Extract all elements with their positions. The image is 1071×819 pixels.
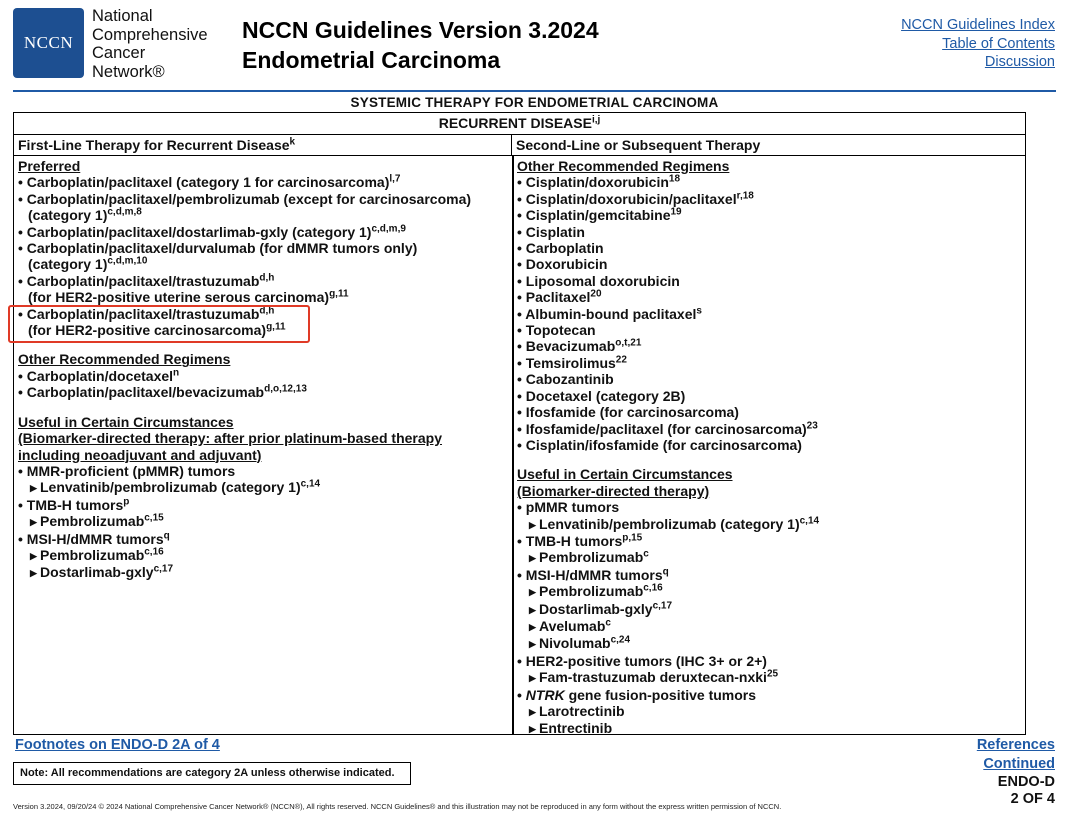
list-item-text: Avelumab bbox=[539, 617, 606, 634]
page-code: ENDO-D bbox=[997, 774, 1055, 790]
footnote-ref: 18 bbox=[668, 173, 681, 185]
footnote-ref: g,11 bbox=[329, 288, 349, 300]
category-note: Note: All recommendations are category 2A unless otherwise indicated. bbox=[13, 762, 411, 785]
footnote-ref: c,16 bbox=[144, 546, 164, 558]
footnote-ref: c bbox=[643, 548, 649, 560]
list-item bbox=[517, 273, 1022, 289]
list-item-text: • Ifosfamide (for carcinosarcoma) bbox=[517, 404, 739, 421]
list-item-text: Larotrectinib bbox=[539, 703, 625, 719]
list-item-text: • Carboplatin/docetaxel bbox=[18, 367, 174, 384]
list-item bbox=[18, 479, 508, 496]
gene-name: NTRK bbox=[525, 686, 565, 703]
list-item bbox=[517, 191, 1022, 207]
footnote-ref: c,17 bbox=[153, 563, 174, 575]
org-name bbox=[92, 7, 208, 81]
list-item bbox=[517, 499, 1022, 515]
list-item bbox=[18, 531, 508, 547]
footnote-ref: p bbox=[123, 496, 130, 508]
page-identifier bbox=[998, 774, 1055, 808]
triangle-bullet-icon: ▶ bbox=[529, 673, 536, 684]
subsection-heading: (Biomarker-directed therapy: after prior platinum-based therapy bbox=[18, 430, 442, 447]
list-item-text: Entrectinib bbox=[539, 720, 613, 737]
footnote-ref: c,d,m,9 bbox=[371, 222, 406, 234]
list-item bbox=[18, 368, 508, 384]
list-item-text: • Carboplatin/paclitaxel/bevacizumab bbox=[18, 384, 265, 401]
header-divider bbox=[13, 90, 1056, 92]
discussion-link[interactable]: Discussion bbox=[984, 54, 1055, 70]
highlight-box bbox=[8, 305, 310, 343]
list-item bbox=[517, 256, 1022, 272]
list-item-text: • NTRK gene fusion-positive tumors bbox=[517, 686, 757, 703]
list-item-text: • Liposomal doxorubicin bbox=[517, 272, 680, 289]
list-item bbox=[517, 404, 1022, 420]
list-item bbox=[517, 567, 1022, 583]
second-line-column bbox=[517, 158, 1022, 738]
list-item-text: Pembrolizumab bbox=[539, 549, 644, 566]
footnotes-link[interactable]: Footnotes on ENDO-D 2A of 4 bbox=[15, 737, 220, 753]
list-item bbox=[517, 207, 1022, 223]
list-item-text: (category 1) bbox=[28, 207, 108, 224]
list-item bbox=[517, 720, 1022, 737]
list-item-text: • Carboplatin/paclitaxel (category 1 for carcinosarcoma) bbox=[18, 174, 390, 191]
list-item-text: • MSI-H/dMMR tumors bbox=[517, 566, 663, 583]
footnote-ref: q bbox=[163, 529, 170, 541]
footnote-ref: 20 bbox=[590, 288, 602, 300]
list-item-text: • Albumin-bound paclitaxel bbox=[517, 305, 697, 322]
footnote-ref: g,11 bbox=[266, 321, 286, 333]
list-item bbox=[517, 516, 1022, 533]
subsection-heading: Useful in Certain Circumstances bbox=[18, 413, 234, 430]
list-item-text: (for HER2-positive uterine serous carcinoma) bbox=[28, 289, 330, 306]
footnote-ref: l,7 bbox=[389, 173, 401, 185]
list-item bbox=[517, 322, 1022, 338]
list-item bbox=[517, 174, 1022, 190]
triangle-bullet-icon: ▶ bbox=[529, 587, 536, 598]
list-item bbox=[517, 289, 1022, 305]
list-item bbox=[517, 240, 1022, 256]
list-item-text: • Cisplatin/doxorubicin bbox=[517, 174, 669, 191]
footnote-ref: q bbox=[662, 566, 669, 578]
list-item-text: • Docetaxel (category 2B) bbox=[517, 387, 686, 404]
right-column-header: Second-Line or Subsequent Therapy bbox=[516, 137, 761, 153]
list-item bbox=[18, 289, 508, 305]
list-item-text: • Temsirolimus bbox=[517, 354, 616, 371]
table-of-contents-link[interactable]: Table of Contents bbox=[942, 35, 1055, 52]
list-item-text: • Bevacizumab bbox=[517, 338, 616, 355]
triangle-bullet-icon: ▶ bbox=[30, 483, 37, 494]
list-item-text: • Doxorubicin bbox=[517, 256, 608, 273]
triangle-bullet-icon: ▶ bbox=[529, 553, 536, 564]
footnote-ref: 19 bbox=[670, 206, 682, 218]
triangle-bullet-icon: ▶ bbox=[529, 724, 536, 735]
footnote-ref: c,14 bbox=[300, 478, 321, 490]
footnote-ref: i,j bbox=[591, 114, 601, 126]
list-item bbox=[18, 384, 508, 400]
list-item-text: • Topotecan bbox=[517, 322, 596, 339]
list-item bbox=[517, 687, 1022, 703]
list-item-text: • Cabozantinib bbox=[517, 371, 614, 388]
footnote-ref: 23 bbox=[806, 419, 818, 431]
list-item bbox=[517, 601, 1022, 618]
list-item-text: Pembrolizumab bbox=[40, 513, 145, 530]
footnote-ref: c,17 bbox=[652, 599, 673, 611]
subsection-heading: Preferred bbox=[18, 158, 81, 174]
list-item-text: Lenvatinib/pembrolizumab (category 1) bbox=[40, 479, 301, 496]
column-divider bbox=[512, 156, 514, 734]
footnote-ref: d,h bbox=[259, 272, 275, 284]
footnote-ref: p,15 bbox=[622, 532, 643, 544]
list-item-text: • Cisplatin/doxorubicin/paclitaxel bbox=[517, 190, 737, 207]
list-item bbox=[18, 564, 508, 581]
continued-link[interactable]: Continued bbox=[983, 756, 1055, 772]
logo-text: NCCN bbox=[23, 33, 74, 52]
left-header-text: First-Line Therapy for Recurrent Disease bbox=[18, 137, 290, 153]
footnote-ref: 22 bbox=[615, 354, 627, 366]
list-item bbox=[18, 497, 508, 513]
therapy-table bbox=[13, 112, 1026, 735]
org-line: National bbox=[92, 7, 153, 25]
list-item bbox=[18, 463, 508, 479]
table-heading bbox=[14, 113, 1025, 135]
triangle-bullet-icon: ▶ bbox=[30, 568, 37, 579]
list-item bbox=[18, 191, 508, 207]
org-line: Network® bbox=[92, 62, 165, 81]
subsection-heading: Other Recommended Regimens bbox=[18, 351, 231, 368]
list-item-text: • Paclitaxel bbox=[517, 289, 591, 306]
triangle-bullet-icon: ▶ bbox=[529, 621, 536, 632]
list-item-text: (for HER2-positive carcinosarcoma) bbox=[28, 322, 267, 339]
list-item-text: • Carboplatin/paclitaxel/dostarlimab-gxly (category 1) bbox=[18, 223, 372, 240]
guideline-version: NCCN Guidelines Version 3.2024 bbox=[242, 17, 599, 43]
guideline-topic: Endometrial Carcinoma bbox=[242, 47, 501, 73]
subsection-heading: Useful in Certain Circumstances bbox=[517, 466, 733, 483]
list-item bbox=[517, 437, 1022, 453]
list-item bbox=[18, 256, 508, 272]
footnote-ref: c,16 bbox=[643, 582, 663, 594]
list-item bbox=[517, 635, 1022, 652]
footnote-ref: 25 bbox=[766, 668, 779, 680]
triangle-bullet-icon: ▶ bbox=[529, 639, 536, 650]
org-line: Comprehensive bbox=[92, 25, 208, 44]
left-column-header bbox=[14, 135, 512, 155]
list-item bbox=[517, 583, 1022, 600]
list-item bbox=[18, 273, 508, 289]
list-item bbox=[517, 355, 1022, 371]
list-item-text: • MMR-proficient (pMMR) tumors bbox=[18, 462, 236, 479]
triangle-bullet-icon: ▶ bbox=[529, 519, 536, 530]
list-item-text: • Carboplatin/paclitaxel/pembrolizumab (except for carcinosarcoma) bbox=[18, 190, 472, 207]
first-line-column bbox=[18, 158, 508, 582]
list-item bbox=[18, 224, 508, 240]
list-item bbox=[517, 618, 1022, 635]
list-item bbox=[18, 240, 508, 256]
list-item-text: • MSI-H/dMMR tumors bbox=[18, 530, 164, 547]
list-item-text: Nivolumab bbox=[539, 635, 611, 652]
footnote-ref: c bbox=[605, 617, 611, 629]
list-item bbox=[517, 224, 1022, 240]
list-item bbox=[18, 513, 508, 530]
list-item bbox=[517, 653, 1022, 669]
guidelines-index-link[interactable]: NCCN Guidelines Index bbox=[901, 17, 1055, 33]
list-item-text: • Carboplatin/paclitaxel/durvalumab (for dMMR tumors only) bbox=[18, 240, 418, 257]
list-item-text: Lenvatinib/pembrolizumab (category 1) bbox=[539, 515, 800, 532]
list-item-text: Dostarlimab-gxly bbox=[40, 564, 154, 581]
list-item-text: Fam-trastuzumab deruxtecan-nxki bbox=[539, 669, 767, 686]
footnote-ref: o,t,21 bbox=[615, 337, 642, 349]
list-item-text: Pembrolizumab bbox=[40, 546, 145, 563]
list-item bbox=[18, 207, 508, 223]
list-item bbox=[517, 549, 1022, 566]
list-item bbox=[18, 174, 508, 190]
section-title: SYSTEMIC THERAPY FOR ENDOMETRIAL CARCINOMA bbox=[350, 95, 719, 110]
triangle-bullet-icon: ▶ bbox=[529, 604, 536, 615]
list-item bbox=[517, 338, 1022, 354]
list-item-text: • Cisplatin/ifosfamide (for carcinosarcoma) bbox=[517, 436, 802, 453]
triangle-bullet-icon: ▶ bbox=[30, 517, 37, 528]
footnote-ref: d,o,12,13 bbox=[264, 383, 307, 395]
list-item-text: • pMMR tumors bbox=[517, 499, 620, 516]
list-item-text: • HER2-positive tumors (IHC 3+ or 2+) bbox=[517, 652, 767, 669]
list-item bbox=[517, 371, 1022, 387]
footnote-ref: c,d,m,8 bbox=[107, 206, 142, 218]
footnote-ref: d,h bbox=[259, 305, 275, 316]
footnote-ref: c,14 bbox=[799, 514, 820, 526]
list-item-text: • Carboplatin bbox=[517, 240, 604, 257]
subsection-heading: including neoadjuvant and adjuvant) bbox=[18, 446, 262, 463]
footnote-ref: r,18 bbox=[736, 190, 754, 202]
triangle-bullet-icon: ▶ bbox=[529, 707, 536, 717]
list-item-text: • Cisplatin/gemcitabine bbox=[517, 207, 671, 224]
list-item-text: • Cisplatin bbox=[517, 223, 585, 240]
spacer bbox=[18, 401, 508, 414]
nccn-logo bbox=[13, 8, 84, 78]
spacer bbox=[517, 453, 1022, 466]
footnote-ref: c,15 bbox=[144, 512, 164, 524]
list-item bbox=[517, 421, 1022, 437]
footnote-ref: s bbox=[696, 305, 702, 316]
list-item-text: • Carboplatin/paclitaxel/trastuzumab bbox=[18, 305, 260, 322]
list-item-text: (category 1) bbox=[28, 256, 108, 273]
subsection-heading: Other Recommended Regimens bbox=[517, 158, 730, 174]
references-link[interactable]: References bbox=[976, 737, 1055, 753]
list-item bbox=[517, 703, 1022, 720]
list-item-text: • Ifosfamide/paclitaxel (for carcinosarcoma) bbox=[517, 420, 807, 437]
footnote-ref: c,24 bbox=[610, 634, 631, 646]
list-item-text: • TMB-H tumors bbox=[18, 496, 124, 513]
table-heading-text: RECURRENT DISEASE bbox=[438, 115, 592, 131]
top-nav-links bbox=[901, 16, 1055, 72]
list-item-text: Pembrolizumab bbox=[539, 583, 644, 600]
footnote-ref: k bbox=[289, 136, 296, 148]
list-item bbox=[517, 388, 1022, 404]
list-item-text: Dostarlimab-gxly bbox=[539, 600, 653, 617]
list-item bbox=[517, 306, 1022, 322]
list-item bbox=[517, 669, 1022, 686]
triangle-bullet-icon: ▶ bbox=[30, 550, 37, 561]
column-headers bbox=[14, 135, 1025, 156]
list-item bbox=[18, 547, 508, 564]
list-item-text: • Carboplatin/paclitaxel/trastuzumab bbox=[18, 272, 260, 289]
list-item-text: • TMB-H tumors bbox=[517, 532, 623, 549]
subsection-heading: (Biomarker-directed therapy) bbox=[517, 482, 710, 499]
page-title bbox=[242, 15, 599, 75]
org-line: Cancer bbox=[92, 44, 146, 62]
footnote-ref: c,d,m,10 bbox=[107, 255, 148, 267]
copyright-notice: Version 3.2024, 09/20/24 © 2024 National Comprehensive Cancer Network® (NCCN®), All rights reserved. NCCN Guidelines® and this illustration may not be reproduced in any form without the express written permission of NCCN. bbox=[13, 802, 782, 811]
footnote-ref: n bbox=[173, 367, 180, 379]
page-number: 2 OF 4 bbox=[1010, 791, 1055, 807]
list-item bbox=[517, 533, 1022, 549]
